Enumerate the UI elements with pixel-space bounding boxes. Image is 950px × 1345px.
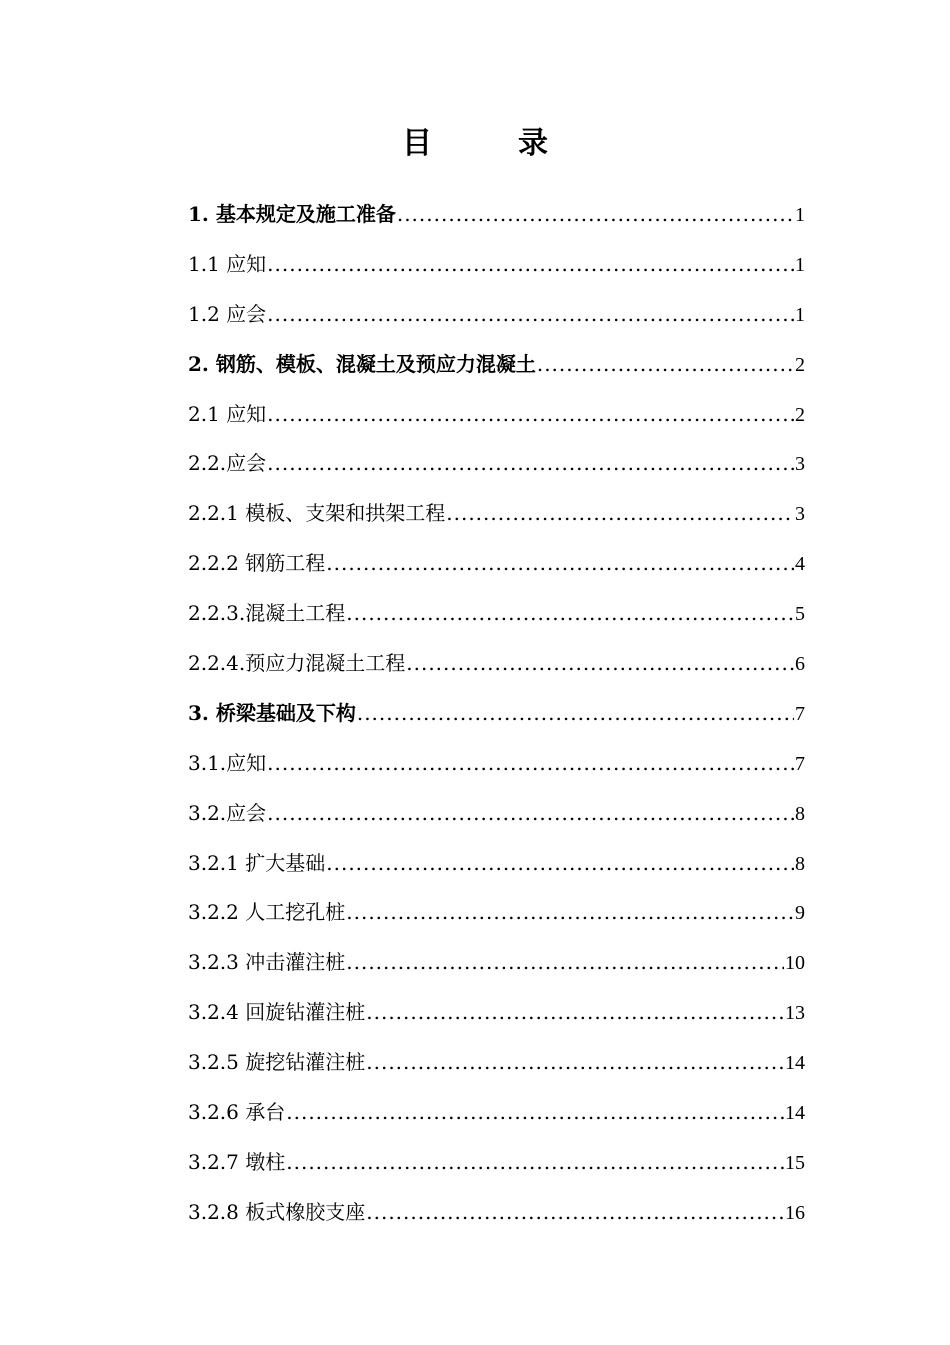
toc-dot-leader <box>267 739 794 789</box>
toc-entry-page-number: 16 <box>785 1201 805 1224</box>
toc-entry[interactable] <box>188 938 805 988</box>
toc-entry-page-number: 7 <box>795 702 805 725</box>
toc-dot-leader <box>346 589 794 639</box>
toc-entry[interactable] <box>188 190 805 240</box>
toc-entry-label: 2.2.4.预应力混凝土工程 <box>188 651 406 676</box>
page-title: 目 录 <box>402 126 576 161</box>
toc-dot-leader <box>366 1038 784 1088</box>
toc-dot-leader <box>446 489 794 539</box>
toc-entry[interactable] <box>188 240 805 290</box>
toc-dot-leader <box>537 340 794 390</box>
toc-entry-page-number: 4 <box>795 553 805 576</box>
toc-dot-leader <box>346 938 784 988</box>
toc-entry-label: 3.2.应会 <box>188 800 267 825</box>
toc-dot-leader <box>267 290 794 340</box>
table-of-contents <box>188 190 805 1238</box>
toc-entry-label: 2. 钢筋、模板、混凝土及预应力混凝土 <box>188 351 536 376</box>
toc-entry-page-number: 10 <box>785 952 805 975</box>
toc-dot-leader <box>267 390 794 440</box>
toc-entry-page-number: 9 <box>795 902 805 925</box>
toc-entry-label: 3.2.4 回旋钻灌注桩 <box>188 1000 366 1025</box>
toc-entry-label: 2.1 应知 <box>188 401 267 426</box>
toc-entry-label: 3.2.6 承台 <box>188 1100 286 1125</box>
toc-entry-page-number: 8 <box>795 852 805 875</box>
toc-entry-page-number: 15 <box>785 1151 805 1174</box>
toc-entry-label: 3.2.2 人工挖孔桩 <box>188 900 346 925</box>
toc-entry-label: 2.2.应会 <box>188 451 267 476</box>
toc-entry-label: 3.2.7 墩柱 <box>188 1149 286 1174</box>
toc-entry-label: 3.2.5 旋挖钻灌注桩 <box>188 1050 366 1075</box>
toc-entry[interactable] <box>188 390 805 440</box>
toc-entry[interactable] <box>188 1088 805 1138</box>
toc-dot-leader <box>326 539 794 589</box>
toc-entry[interactable] <box>188 589 805 639</box>
toc-entry-label: 3.2.8 板式橡胶支座 <box>188 1199 366 1224</box>
toc-dot-leader <box>326 839 794 889</box>
toc-entry-page-number: 6 <box>795 653 805 676</box>
toc-entry[interactable] <box>188 639 805 689</box>
toc-entry-page-number: 5 <box>795 603 805 626</box>
toc-dot-leader <box>366 1188 784 1238</box>
toc-dot-leader <box>286 1138 784 1188</box>
toc-entry[interactable] <box>188 539 805 589</box>
toc-entry-page-number: 14 <box>785 1102 805 1125</box>
toc-entry[interactable] <box>188 789 805 839</box>
toc-entry-page-number: 8 <box>795 802 805 825</box>
toc-entry[interactable] <box>188 1038 805 1088</box>
toc-entry-label: 2.2.2 钢筋工程 <box>188 551 326 576</box>
toc-dot-leader <box>406 639 794 689</box>
toc-entry-page-number: 3 <box>795 453 805 476</box>
toc-entry[interactable] <box>188 839 805 889</box>
toc-dot-leader <box>267 789 794 839</box>
toc-dot-leader <box>286 1088 784 1138</box>
toc-entry[interactable] <box>188 739 805 789</box>
toc-entry[interactable] <box>188 888 805 938</box>
toc-entry-page-number: 14 <box>785 1052 805 1075</box>
toc-entry-page-number: 7 <box>795 752 805 775</box>
toc-entry-page-number: 2 <box>795 403 805 426</box>
toc-dot-leader <box>267 240 794 290</box>
toc-entry-page-number: 3 <box>795 503 805 526</box>
toc-entry[interactable] <box>188 1138 805 1188</box>
toc-dot-leader <box>357 689 794 739</box>
toc-entry-label: 1.2 应会 <box>188 301 267 326</box>
toc-entry-page-number: 2 <box>795 353 805 376</box>
toc-entry-page-number: 13 <box>785 1002 805 1025</box>
toc-entry[interactable] <box>188 439 805 489</box>
toc-dot-leader <box>346 888 794 938</box>
toc-entry-page-number: 1 <box>795 253 805 276</box>
toc-entry-label: 3. 桥梁基础及下构 <box>188 700 356 725</box>
toc-entry-label: 3.2.3 冲击灌注桩 <box>188 950 346 975</box>
toc-dot-leader <box>397 190 794 240</box>
toc-entry[interactable] <box>188 988 805 1038</box>
toc-entry[interactable] <box>188 340 805 390</box>
toc-entry-label: 2.2.3.混凝土工程 <box>188 601 346 626</box>
toc-entry-label: 1. 基本规定及施工准备 <box>188 202 396 226</box>
toc-entry-label: 3.1.应知 <box>188 750 267 775</box>
toc-dot-leader <box>267 439 794 489</box>
toc-entry[interactable] <box>188 689 805 739</box>
toc-entry-label: 2.2.1 模板、支架和拱架工程 <box>188 501 446 526</box>
toc-entry[interactable] <box>188 290 805 340</box>
toc-entry-label: 1.1 应知 <box>188 251 267 276</box>
toc-entry-page-number: 1 <box>795 303 805 326</box>
toc-entry[interactable] <box>188 1188 805 1238</box>
toc-dot-leader <box>366 988 784 1038</box>
toc-entry-page-number: 1 <box>795 204 805 226</box>
toc-entry[interactable] <box>188 489 805 539</box>
toc-entry-label: 3.2.1 扩大基础 <box>188 850 326 875</box>
